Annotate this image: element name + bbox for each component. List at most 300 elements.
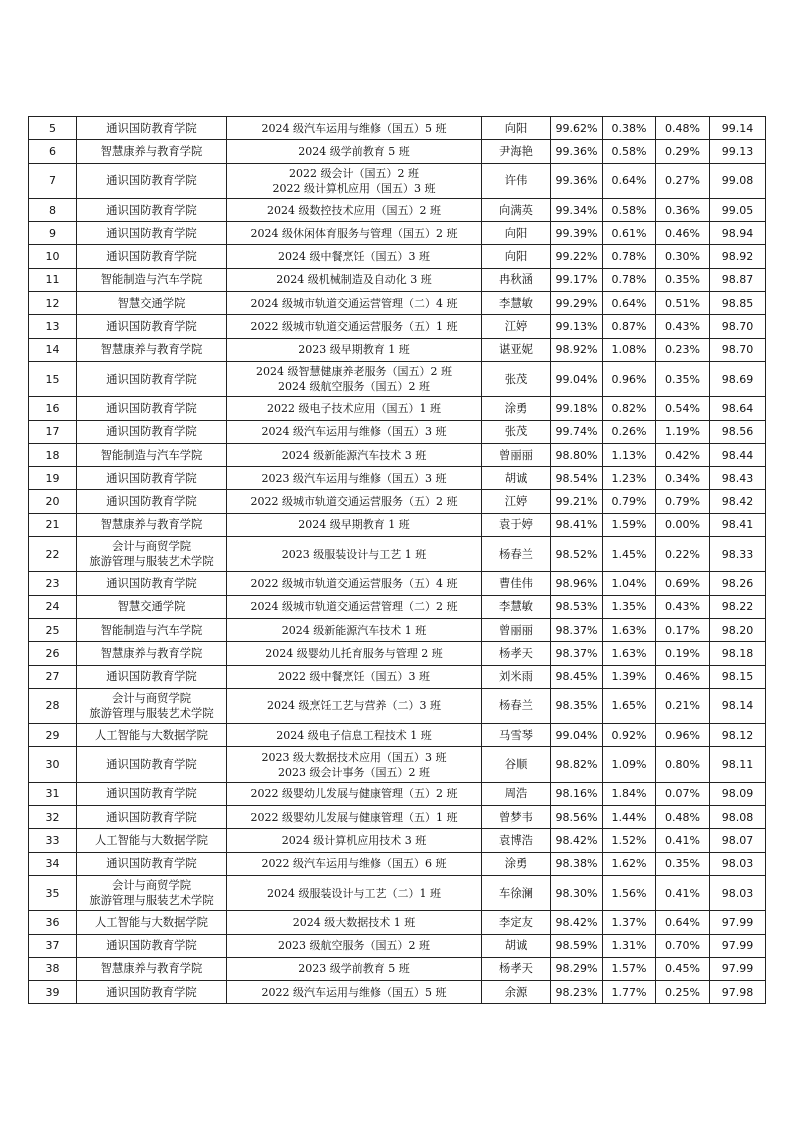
college-line: 通识国防教育学院 [106,576,197,590]
college-cell [77,537,227,572]
class-line: 2024 级休闲体育服务与管理（国五）2 班 [250,226,458,240]
table-row [29,572,766,595]
rate-2-cell: 0.58% [603,140,656,163]
college-cell [77,198,227,221]
class-line: 2024 级烹饪工艺与营养（二）3 班 [267,699,441,713]
rate-3-cell: 0.07% [656,782,710,805]
rate-1-cell: 99.21% [551,490,603,513]
class-line: 2024 级婴幼儿托育服务与管理 2 班 [265,646,443,660]
rate-1-cell: 99.74% [551,420,603,443]
class-line: 2022 级婴幼儿发展与健康管理（五）1 班 [250,810,458,824]
score-cell: 98.20 [710,618,766,641]
class-cell [227,572,482,595]
teacher-cell: 袁博浩 [482,829,551,852]
score-cell: 98.87 [710,268,766,291]
teacher-cell: 张茂 [482,420,551,443]
rank-cell: 16 [29,397,77,420]
score-cell: 98.41 [710,513,766,536]
rate-1-cell: 99.62% [551,117,603,140]
teacher-cell: 杨春兰 [482,688,551,723]
rate-3-cell: 0.48% [656,806,710,829]
score-cell: 98.92 [710,245,766,268]
rate-3-cell: 0.46% [656,222,710,245]
table-row [29,934,766,957]
rate-3-cell: 0.41% [656,875,710,910]
rank-cell: 23 [29,572,77,595]
college-line: 智能制造与汽车学院 [100,273,203,287]
rank-cell: 11 [29,268,77,291]
college-line: 人工智能与大数据学院 [95,728,208,742]
class-line: 2023 级早期教育 1 班 [298,343,410,357]
table-row [29,397,766,420]
score-cell: 98.18 [710,642,766,665]
rate-1-cell: 98.37% [551,618,603,641]
class-line: 2022 级城市轨道交通运营服务（五）4 班 [250,576,458,590]
class-cell [227,268,482,291]
table-row [29,852,766,875]
teacher-cell: 曾梦韦 [482,806,551,829]
rate-2-cell: 1.62% [603,852,656,875]
rate-3-cell: 0.64% [656,911,710,934]
rate-3-cell: 0.36% [656,198,710,221]
college-line: 通识国防教育学院 [106,495,197,509]
class-line: 2022 级计算机应用（国五）3 班 [272,181,436,195]
table-row [29,117,766,140]
rate-1-cell: 99.34% [551,198,603,221]
rank-cell: 33 [29,829,77,852]
rate-1-cell: 99.04% [551,724,603,747]
rate-2-cell: 1.57% [603,957,656,980]
score-cell: 98.15 [710,665,766,688]
rate-3-cell: 0.29% [656,140,710,163]
teacher-cell: 谷顺 [482,747,551,782]
rate-3-cell: 0.35% [656,361,710,396]
college-cell [77,222,227,245]
college-line: 会计与商贸学院 [111,540,192,554]
college-line: 旅游管理与服装艺术学院 [89,555,214,569]
teacher-cell: 冉秋涵 [482,268,551,291]
class-cell [227,911,482,934]
class-line: 2023 级学前教育 5 班 [298,962,410,976]
rate-3-cell: 0.17% [656,618,710,641]
rate-2-cell: 1.77% [603,981,656,1004]
rate-2-cell: 1.56% [603,875,656,910]
rank-cell: 34 [29,852,77,875]
rate-3-cell: 0.43% [656,315,710,338]
table-row [29,268,766,291]
teacher-cell: 胡诚 [482,934,551,957]
rate-2-cell: 1.44% [603,806,656,829]
rank-cell: 18 [29,443,77,466]
class-cell [227,117,482,140]
college-line: 智慧交通学院 [117,296,186,310]
class-cell [227,397,482,420]
class-line: 2024 级学前教育 5 班 [298,144,410,158]
rate-2-cell: 1.37% [603,911,656,934]
class-cell [227,513,482,536]
rate-3-cell: 0.42% [656,443,710,466]
college-line: 通识国防教育学院 [106,425,197,439]
table-row [29,642,766,665]
class-cell [227,198,482,221]
rank-cell: 27 [29,665,77,688]
college-cell [77,361,227,396]
teacher-cell: 李定友 [482,911,551,934]
score-cell: 98.70 [710,338,766,361]
teacher-cell: 杨孝天 [482,957,551,980]
college-cell [77,338,227,361]
college-line: 通识国防教育学院 [106,226,197,240]
college-line: 智慧康养与教育学院 [100,646,203,660]
class-line: 2023 级大数据技术应用（国五）3 班 [261,750,447,764]
rate-3-cell: 0.21% [656,688,710,723]
class-line: 2024 级新能源汽车技术 3 班 [281,448,427,462]
college-cell [77,688,227,723]
rate-1-cell: 98.42% [551,829,603,852]
rate-2-cell: 1.13% [603,443,656,466]
college-line: 通识国防教育学院 [106,670,197,684]
table-row [29,315,766,338]
college-cell [77,443,227,466]
class-cell [227,957,482,980]
table-row [29,688,766,723]
class-line: 2024 级汽车运用与维修（国五）5 班 [261,121,447,135]
class-cell [227,537,482,572]
score-cell: 98.56 [710,420,766,443]
teacher-cell: 尹海艳 [482,140,551,163]
college-line: 智能制造与汽车学院 [100,448,203,462]
class-cell [227,140,482,163]
rate-3-cell: 0.19% [656,642,710,665]
rate-2-cell: 0.64% [603,163,656,198]
rank-cell: 30 [29,747,77,782]
class-line: 2024 级电子信息工程技术 1 班 [276,728,432,742]
rate-3-cell: 0.79% [656,490,710,513]
class-cell [227,292,482,315]
class-cell [227,222,482,245]
class-line: 2023 级服装设计与工艺 1 班 [281,547,427,561]
rank-cell: 13 [29,315,77,338]
rate-2-cell: 0.87% [603,315,656,338]
college-line: 人工智能与大数据学院 [95,833,208,847]
college-cell [77,595,227,618]
teacher-cell: 谌亚妮 [482,338,551,361]
table-row [29,420,766,443]
table-row [29,490,766,513]
college-line: 智能制造与汽车学院 [100,623,203,637]
class-line: 2023 级会计事务（国五）2 班 [278,765,430,779]
college-cell [77,292,227,315]
college-cell [77,934,227,957]
rate-2-cell: 1.63% [603,642,656,665]
teacher-cell: 李慧敏 [482,595,551,618]
rate-1-cell: 99.17% [551,268,603,291]
college-line: 智慧康养与教育学院 [100,962,203,976]
teacher-cell: 余源 [482,981,551,1004]
score-cell: 98.03 [710,875,766,910]
score-cell: 98.22 [710,595,766,618]
college-line: 通识国防教育学院 [106,121,197,135]
table-row [29,537,766,572]
class-cell [227,852,482,875]
class-line: 2024 级早期教育 1 班 [298,518,410,532]
score-cell: 98.42 [710,490,766,513]
teacher-cell: 向阳 [482,245,551,268]
rate-2-cell: 1.09% [603,747,656,782]
college-cell [77,572,227,595]
table-row [29,911,766,934]
teacher-cell: 曹佳伟 [482,572,551,595]
score-cell: 99.05 [710,198,766,221]
class-line: 2022 级婴幼儿发展与健康管理（五）2 班 [250,787,458,801]
rate-3-cell: 0.54% [656,397,710,420]
table-row [29,747,766,782]
college-cell [77,315,227,338]
rate-1-cell: 99.29% [551,292,603,315]
teacher-cell: 马雪琴 [482,724,551,747]
table-row [29,443,766,466]
rate-2-cell: 1.08% [603,338,656,361]
class-line: 2024 级数控技术应用（国五）2 班 [267,203,441,217]
rank-cell: 24 [29,595,77,618]
rank-cell: 9 [29,222,77,245]
college-line: 智慧康养与教育学院 [100,144,203,158]
score-cell: 98.11 [710,747,766,782]
table-row [29,724,766,747]
score-cell: 98.33 [710,537,766,572]
class-cell [227,981,482,1004]
rate-3-cell: 0.80% [656,747,710,782]
rank-cell: 10 [29,245,77,268]
class-cell [227,934,482,957]
rate-3-cell: 0.43% [656,595,710,618]
rate-3-cell: 0.23% [656,338,710,361]
class-line: 2022 级城市轨道交通运营服务（五）2 班 [250,495,458,509]
college-cell [77,642,227,665]
college-line: 旅游管理与服装艺术学院 [89,706,214,720]
table-row [29,163,766,198]
score-cell: 98.94 [710,222,766,245]
class-line: 2022 级汽车运用与维修（国五）5 班 [261,985,447,999]
college-cell [77,245,227,268]
college-cell [77,163,227,198]
college-line: 通识国防教育学院 [106,174,197,188]
college-cell [77,420,227,443]
rate-2-cell: 0.26% [603,420,656,443]
college-line: 智慧交通学院 [117,600,186,614]
table-row [29,140,766,163]
class-line: 2024 级大数据技术 1 班 [292,915,416,929]
table-row [29,618,766,641]
rate-3-cell: 0.27% [656,163,710,198]
rank-cell: 38 [29,957,77,980]
college-cell [77,490,227,513]
rate-2-cell: 1.31% [603,934,656,957]
class-line: 2022 级中餐烹饪（国五）3 班 [278,670,430,684]
score-cell: 98.64 [710,397,766,420]
score-cell: 99.08 [710,163,766,198]
rate-2-cell: 0.79% [603,490,656,513]
score-cell: 98.03 [710,852,766,875]
college-line: 通识国防教育学院 [106,810,197,824]
score-cell: 98.12 [710,724,766,747]
table-row [29,829,766,852]
college-line: 会计与商贸学院 [111,691,192,705]
rate-2-cell: 0.61% [603,222,656,245]
rate-1-cell: 98.41% [551,513,603,536]
college-cell [77,665,227,688]
college-line: 会计与商贸学院 [111,879,192,893]
rate-2-cell: 0.38% [603,117,656,140]
rank-cell: 29 [29,724,77,747]
class-line: 2024 级城市轨道交通运营管理（二）4 班 [250,296,458,310]
score-cell: 98.08 [710,806,766,829]
rate-3-cell: 0.25% [656,981,710,1004]
rate-1-cell: 98.53% [551,595,603,618]
rate-1-cell: 99.04% [551,361,603,396]
table-row [29,981,766,1004]
class-cell [227,829,482,852]
rank-cell: 17 [29,420,77,443]
teacher-cell: 李慧敏 [482,292,551,315]
rank-cell: 19 [29,467,77,490]
rate-3-cell: 0.00% [656,513,710,536]
rank-cell: 32 [29,806,77,829]
class-line: 2022 级汽车运用与维修（国五）6 班 [261,857,447,871]
college-line: 智慧康养与教育学院 [100,343,203,357]
class-cell [227,806,482,829]
rate-1-cell: 99.18% [551,397,603,420]
rank-cell: 6 [29,140,77,163]
college-cell [77,117,227,140]
rate-3-cell: 0.70% [656,934,710,957]
teacher-cell: 刘米雨 [482,665,551,688]
class-cell [227,688,482,723]
rate-2-cell: 1.52% [603,829,656,852]
class-cell [227,490,482,513]
rate-2-cell: 1.65% [603,688,656,723]
college-cell [77,911,227,934]
class-line: 2022 级城市轨道交通运营服务（五）1 班 [250,320,458,334]
score-cell: 99.13 [710,140,766,163]
rate-2-cell: 1.39% [603,665,656,688]
teacher-cell: 涂勇 [482,397,551,420]
rate-1-cell: 98.52% [551,537,603,572]
college-cell [77,467,227,490]
teacher-cell: 袁于婷 [482,513,551,536]
college-cell [77,618,227,641]
table-row [29,245,766,268]
rank-cell: 25 [29,618,77,641]
score-cell: 97.99 [710,911,766,934]
college-line: 通识国防教育学院 [106,320,197,334]
score-cell: 98.44 [710,443,766,466]
rank-cell: 12 [29,292,77,315]
rate-1-cell: 98.54% [551,467,603,490]
college-cell [77,957,227,980]
table-row [29,198,766,221]
college-line: 智慧康养与教育学院 [100,518,203,532]
table-row [29,782,766,805]
rate-2-cell: 0.92% [603,724,656,747]
score-cell: 98.85 [710,292,766,315]
teacher-cell: 江婷 [482,315,551,338]
class-line: 2024 级新能源汽车技术 1 班 [281,623,427,637]
rank-cell: 7 [29,163,77,198]
rate-1-cell: 98.56% [551,806,603,829]
rank-cell: 26 [29,642,77,665]
rate-2-cell: 0.78% [603,268,656,291]
college-line: 人工智能与大数据学院 [95,915,208,929]
rate-1-cell: 98.96% [551,572,603,595]
rate-2-cell: 0.64% [603,292,656,315]
class-cell [227,724,482,747]
college-line: 通识国防教育学院 [106,471,197,485]
rate-1-cell: 98.80% [551,443,603,466]
rank-cell: 15 [29,361,77,396]
rate-3-cell: 0.51% [656,292,710,315]
college-line: 通识国防教育学院 [106,857,197,871]
rate-2-cell: 1.63% [603,618,656,641]
rank-cell: 36 [29,911,77,934]
college-line: 通识国防教育学院 [106,372,197,386]
score-cell: 97.99 [710,957,766,980]
college-cell [77,782,227,805]
class-cell [227,467,482,490]
score-cell: 98.09 [710,782,766,805]
table-row [29,665,766,688]
table-row [29,467,766,490]
rank-cell: 20 [29,490,77,513]
score-cell: 98.69 [710,361,766,396]
class-cell [227,163,482,198]
college-cell [77,397,227,420]
class-cell [227,782,482,805]
rank-cell: 8 [29,198,77,221]
rate-2-cell: 1.23% [603,467,656,490]
rate-2-cell: 0.96% [603,361,656,396]
class-line: 2022 级会计（国五）2 班 [289,166,419,180]
table-row [29,292,766,315]
college-cell [77,829,227,852]
college-line: 通识国防教育学院 [106,401,197,415]
rate-3-cell: 0.34% [656,467,710,490]
rate-3-cell: 0.96% [656,724,710,747]
rank-cell: 22 [29,537,77,572]
rate-2-cell: 1.35% [603,595,656,618]
score-cell: 98.43 [710,467,766,490]
class-cell [227,665,482,688]
rate-2-cell: 0.58% [603,198,656,221]
rate-1-cell: 98.35% [551,688,603,723]
class-line: 2023 级航空服务（国五）2 班 [278,939,430,953]
teacher-cell: 曾丽丽 [482,443,551,466]
rank-cell: 37 [29,934,77,957]
table-row [29,595,766,618]
rate-3-cell: 0.30% [656,245,710,268]
rank-cell: 31 [29,782,77,805]
score-cell: 99.14 [710,117,766,140]
rate-1-cell: 99.39% [551,222,603,245]
rate-1-cell: 98.29% [551,957,603,980]
table-row [29,513,766,536]
college-line: 通识国防教育学院 [106,939,197,953]
teacher-cell: 曾丽丽 [482,618,551,641]
class-cell [227,361,482,396]
college-line: 通识国防教育学院 [106,203,197,217]
teacher-cell: 杨孝天 [482,642,551,665]
college-line: 通识国防教育学院 [106,985,197,999]
